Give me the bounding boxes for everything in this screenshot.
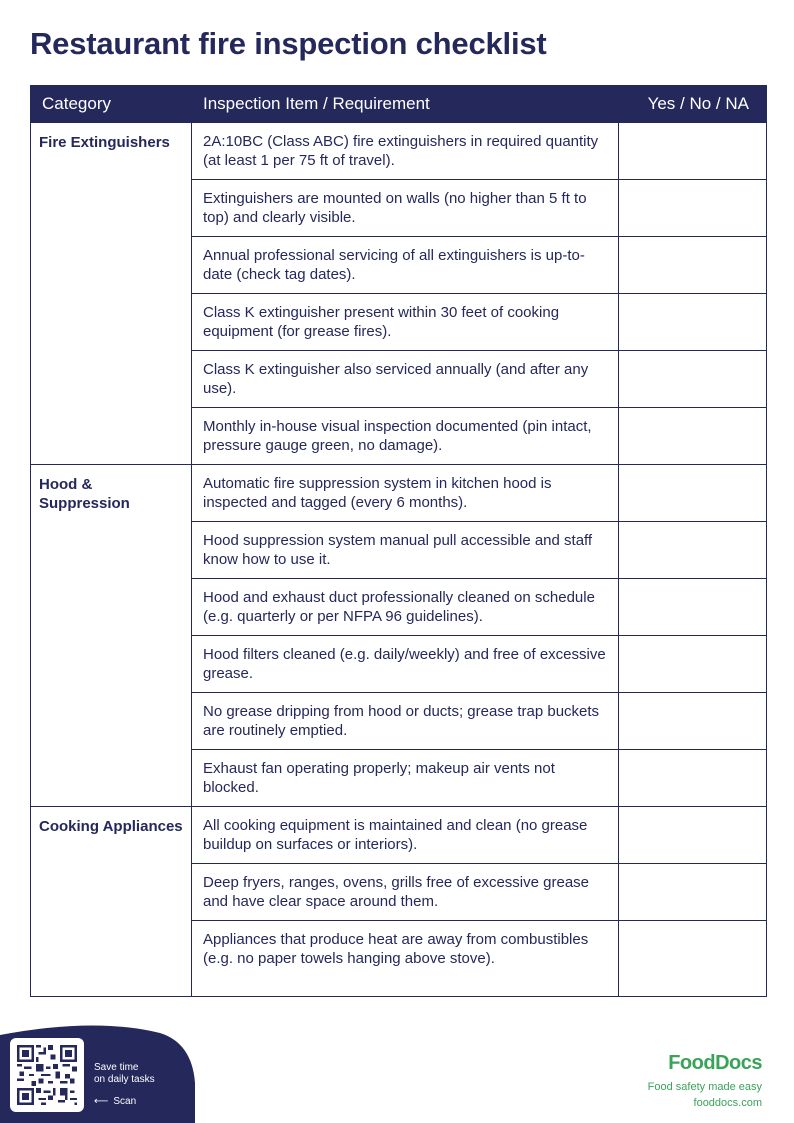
answer-cell[interactable] — [619, 579, 767, 636]
header-category: Category — [31, 86, 192, 123]
requirement-text: Monthly in-house visual inspection documented (pin intact, pressure gauge green, no damage). — [192, 408, 619, 465]
answer-cell[interactable] — [619, 123, 767, 180]
requirement-text: Hood filters cleaned (e.g. daily/weekly) and free of excessive grease. — [192, 636, 619, 693]
requirement-text: Automatic fire suppression system in kitchen hood is inspected and tagged (every 6 months). — [192, 465, 619, 522]
category-cell: Cooking Appliances — [31, 807, 192, 997]
answer-cell[interactable] — [619, 180, 767, 237]
qr-code-icon[interactable] — [10, 1038, 84, 1112]
scan-label: Scan — [113, 1096, 137, 1107]
requirement-text: Class K extinguisher present within 30 feet of cooking equipment (for grease fires). — [192, 294, 619, 351]
brand-website-link[interactable]: fooddocs.com — [693, 1097, 762, 1109]
answer-cell[interactable] — [619, 408, 767, 465]
page-title: Restaurant fire inspection checklist — [30, 26, 547, 61]
requirement-text: 2A:10BC (Class ABC) fire extinguishers in required quantity (at least 1 per 75 ft of travel). — [192, 123, 619, 180]
category-cell: Fire Extinguishers — [31, 123, 192, 465]
answer-cell[interactable] — [619, 237, 767, 294]
requirement-text: No grease dripping from hood or ducts; grease trap buckets are routinely emptied. — [192, 693, 619, 750]
requirement-text: Hood and exhaust duct professionally cleaned on schedule (e.g. quarterly or per NFPA 96 guidelines). — [192, 579, 619, 636]
answer-cell[interactable] — [619, 750, 767, 807]
answer-cell[interactable] — [619, 636, 767, 693]
answer-cell[interactable] — [619, 351, 767, 408]
scan-prompt — [94, 1096, 136, 1107]
answer-cell[interactable] — [619, 921, 767, 997]
promo-line-1: Save time — [94, 1062, 139, 1073]
requirement-text: Exhaust fan operating properly; makeup air vents not blocked. — [192, 750, 619, 807]
fooddocs-logo: FoodDocs — [668, 1052, 762, 1074]
promo-text — [94, 1062, 184, 1086]
requirement-text: Appliances that produce heat are away from combustibles (e.g. no paper towels hanging above stove). — [192, 921, 619, 997]
table-header-row — [31, 86, 767, 123]
requirement-text: Hood suppression system manual pull accessible and staff know how to use it. — [192, 522, 619, 579]
inspection-checklist-table — [30, 85, 767, 997]
requirement-text: Deep fryers, ranges, ovens, grills free of excessive grease and have clear space around them. — [192, 864, 619, 921]
answer-cell[interactable] — [619, 294, 767, 351]
promo-line-2: on daily tasks — [94, 1074, 155, 1085]
header-yes-no-na: Yes / No / NA — [619, 86, 767, 123]
requirement-text: Annual professional servicing of all extinguishers is up-to-date (check tag dates). — [192, 237, 619, 294]
requirement-text: Extinguishers are mounted on walls (no higher than 5 ft to top) and clearly visible. — [192, 180, 619, 237]
table-row — [31, 123, 767, 180]
answer-cell[interactable] — [619, 864, 767, 921]
brand-tagline: Food safety made easy — [647, 1081, 762, 1093]
category-cell: Hood & Suppression — [31, 465, 192, 807]
answer-cell[interactable] — [619, 693, 767, 750]
arrow-left-icon: ⟵ — [94, 1096, 108, 1107]
table-row — [31, 807, 767, 864]
answer-cell[interactable] — [619, 807, 767, 864]
table-row — [31, 465, 767, 522]
header-inspection-item: Inspection Item / Requirement — [192, 86, 619, 123]
answer-cell[interactable] — [619, 522, 767, 579]
requirement-text: Class K extinguisher also serviced annually (and after any use). — [192, 351, 619, 408]
brand-block — [648, 1052, 762, 1110]
answer-cell[interactable] — [619, 465, 767, 522]
requirement-text: All cooking equipment is maintained and clean (no grease buildup on surfaces or interiors). — [192, 807, 619, 864]
